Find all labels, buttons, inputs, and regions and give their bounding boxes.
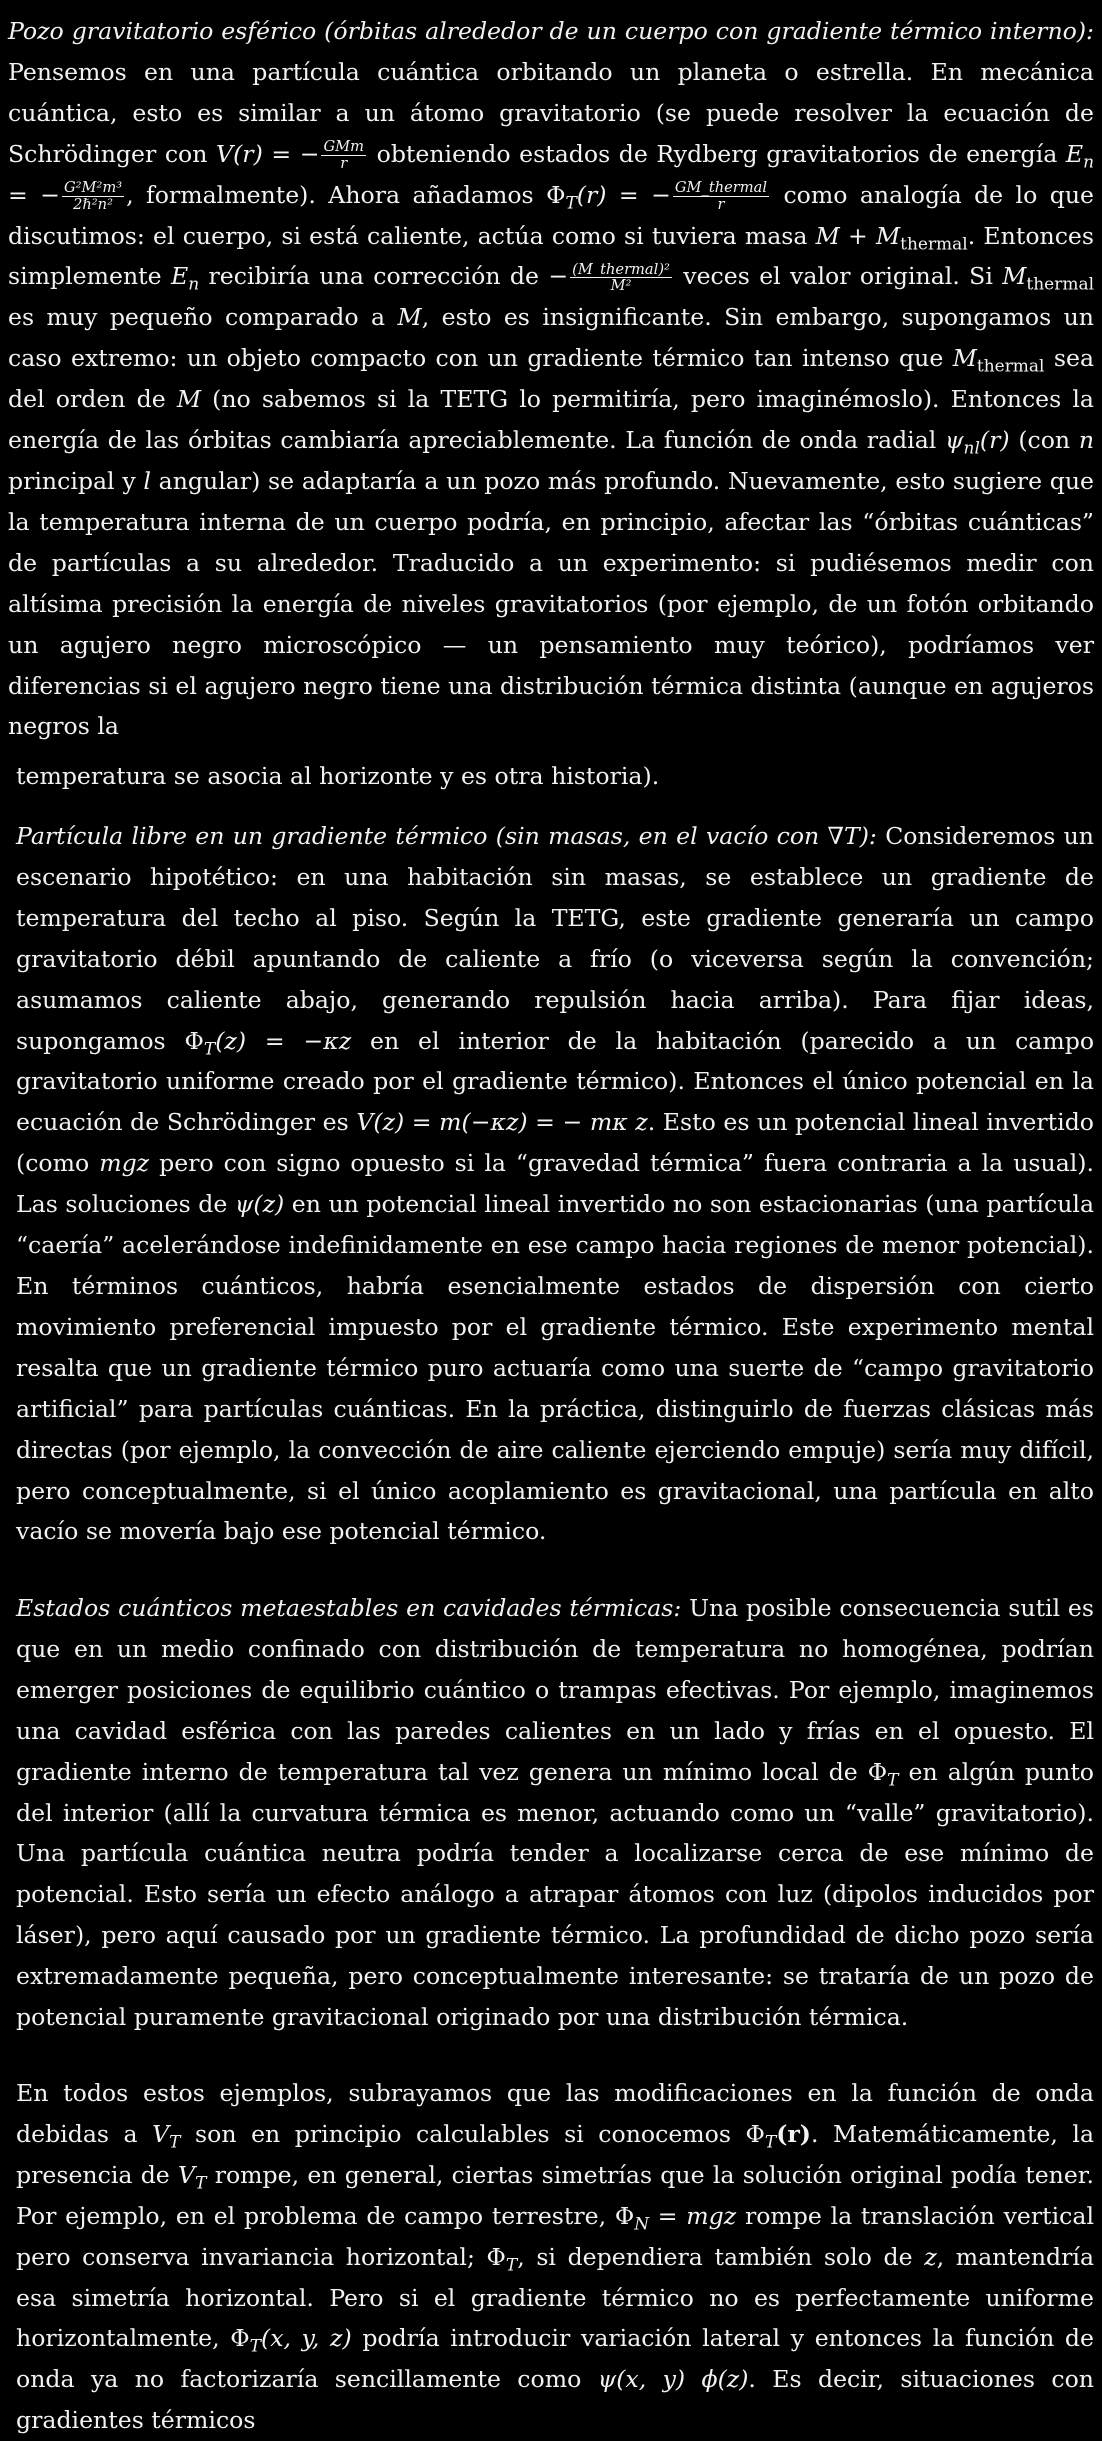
text: obteniendo estados de Rydberg gravitatorios de energía bbox=[376, 139, 1058, 168]
fraction-numerator: GMm bbox=[323, 138, 365, 156]
text: En todos estos ejemplos, subrayamos que las modificaciones en la función de onda debidas a bbox=[16, 2079, 1094, 2148]
text: en algún punto del interior (allí la curvatura térmica es menor, actuando como un “valle” gravitatorio). Una partícula cuántica neutra podría tender a localizarse cerca de ese mínimo de potencial. Esto sería un efecto análogo a atrapar átomos con luz (dipolos inducidos por láser), pero aquí causado por un gradiente térmico. La profundidad de dicho pozo sería extremadamente pequeña, pero conceptualmente interesante: se trataría de un pozo de potencial puramente gravitacional originado por una distribución térmica. bbox=[16, 1757, 1095, 2032]
formula: V bbox=[152, 2119, 170, 2148]
fraction-denominator: r bbox=[717, 195, 725, 213]
text: . Entonces simplemente bbox=[8, 221, 1094, 291]
text: principal y bbox=[8, 466, 136, 495]
text: Pensemos en una partícula cuántica orbitando un planeta o estrella. En mecánica cuántica, esto es similar a un átomo gravitatorio (se puede resolver la ecuación de Schrödinger con bbox=[8, 57, 1094, 168]
fraction bbox=[321, 139, 366, 171]
subscript: T bbox=[565, 193, 577, 214]
formula: V(z) = m(−κz) = − mκ z bbox=[356, 1108, 648, 1137]
formula: (x, y, z) bbox=[260, 2324, 352, 2353]
heading-spherical-well: Pozo gravitatorio esférico (órbitas alrededor de un cuerpo con gradiente térmico interno): bbox=[8, 17, 1094, 45]
subscript: T bbox=[195, 2173, 207, 2194]
text: , formalmente). Ahora añadamos bbox=[126, 180, 534, 209]
subscript: nl bbox=[963, 438, 980, 459]
formula: M + M bbox=[815, 221, 901, 250]
subscript: N bbox=[634, 2214, 650, 2235]
fraction-denominator: 2ℏ²n² bbox=[73, 195, 113, 213]
formula: ψ(z) bbox=[234, 1190, 285, 1219]
text: , esto es insignificante. Sin embargo, supongamos un caso extremo: un objeto compacto con un gradiente térmico tan intenso que bbox=[8, 303, 1095, 373]
paragraph-spherical-well bbox=[8, 11, 1094, 747]
formula: l bbox=[143, 466, 151, 495]
subscript: T bbox=[169, 2132, 181, 2153]
subscript: thermal bbox=[1026, 275, 1095, 296]
paragraph-spherical-well-end bbox=[16, 756, 1086, 797]
formula: Φ bbox=[745, 2119, 765, 2148]
text: son en principio calculables si conocemos bbox=[195, 2119, 731, 2148]
formula: z bbox=[924, 2242, 937, 2271]
fraction-numerator: GM_thermal bbox=[674, 179, 768, 197]
formula: Φ bbox=[867, 1757, 888, 1786]
subscript: thermal bbox=[900, 234, 968, 255]
text: es muy pequeño comparado a bbox=[8, 303, 386, 332]
text: (con bbox=[1018, 426, 1071, 455]
text: en un potencial lineal invertido no son estacionarias (una partícula “caería” acelerándose indefinidamente en ese campo hacia regiones de menor potencial). En términos cuánticos, habría esencialmente estados de dispersión con cierto movimiento preferencial impuesto por el gradiente térmico. Este experimento mental resalta que un gradiente térmico puro actuaría como una suerte de “campo gravitatorio artificial” para partículas cuánticas. En la práctica, distinguirlo de fuerzas clásicas más directas (por ejemplo, la convección de aire caliente ejerciendo empuje) sería muy difícil, pero conceptualmente, si el único acoplamiento es gravitacional, una partícula en alto vacío se movería bajo ese potencial térmico. bbox=[16, 1190, 1095, 1546]
formula: Φ bbox=[546, 180, 566, 209]
paragraph-free-particle bbox=[16, 816, 1094, 1552]
text: recibiría una corrección de bbox=[208, 262, 539, 291]
formula: M bbox=[1002, 262, 1027, 291]
text: angular) se adaptaría a un pozo más profundo. Nuevamente, esto sugiere que la temperatura interna de un cuerpo podría, en principio, afectar las “órbitas cuánticas” de partículas a su alrededor. Traducido a un experimento: si pudiésemos medir con altísima precisión la energía de niveles gravitatorios (por ejemplo, de un fotón orbitando un agujero negro microscópico — un pensamiento muy teórico), podríamos ver diferencias si el agujero negro tiene una distribución térmica distinta (aunque en agujeros negros la bbox=[8, 466, 1095, 741]
fraction-denominator: M² bbox=[610, 277, 632, 295]
formula: n bbox=[1078, 426, 1095, 455]
formula: Φ bbox=[184, 1026, 204, 1055]
formula: (r) = − bbox=[576, 180, 671, 209]
subscript: T bbox=[505, 2255, 518, 2276]
text: . Es decir, situaciones con gradientes térmicos bbox=[16, 2365, 1094, 2435]
formula: Φ bbox=[486, 2242, 506, 2271]
formula: M bbox=[176, 385, 202, 414]
text: temperatura se asocia al horizonte y es otra historia). bbox=[16, 762, 660, 790]
formula: E bbox=[1065, 139, 1084, 168]
text: Una posible consecuencia sutil es que en un medio confinado con distribución de temperatura no homogénea, podrían emerger posiciones de equilibrio cuántico o trampas efectivas. Por ejemplo, imaginemos una cavidad esférica con las paredes calientes en un lado y frías en el opuesto. El gradiente interno de temperatura tal vez genera un mínimo local de bbox=[16, 1594, 1095, 1786]
text: rompe la translación vertical pero conserva invariancia horizontal; bbox=[16, 2201, 1094, 2271]
fraction bbox=[570, 262, 672, 294]
fraction bbox=[673, 180, 769, 212]
text: . Esto es un potencial lineal invertido (como bbox=[16, 1108, 1095, 1178]
text: (no sabemos si la TETG lo permitiría, pero imaginémoslo). Entonces la energía de las órbitas cambiaría apreciablemente. La función de onda radial bbox=[8, 385, 1094, 455]
formula: ψ bbox=[945, 426, 964, 455]
subscript: n bbox=[188, 275, 200, 296]
fraction-numerator: G²M²m³ bbox=[63, 179, 123, 197]
fraction-numerator: (M_thermal)² bbox=[572, 261, 670, 279]
formula: mgz bbox=[99, 1149, 150, 1178]
formula: = mgz bbox=[649, 2201, 737, 2230]
heading-free-particle: Partícula libre en un gradiente térmico (sin masas, en el vacío con ∇T): bbox=[16, 822, 877, 850]
formula: − bbox=[548, 262, 569, 291]
text: Consideremos un escenario hipotético: en una habitación sin masas, se establece un gradiente de temperatura del techo al piso. Según la TETG, este gradiente generaría un campo gravitatorio débil apuntando de caliente a frío (o viceversa según la convención; asumamos caliente abajo, generando repulsión hacia arriba). Para fijar ideas, supongamos bbox=[16, 822, 1094, 1055]
formula: Φ bbox=[230, 2324, 250, 2353]
text: veces el valor original. Si bbox=[683, 262, 993, 291]
subscript: T bbox=[764, 2132, 777, 2153]
formula: Φ bbox=[614, 2201, 635, 2230]
formula: E bbox=[170, 262, 189, 291]
subscript: thermal bbox=[976, 356, 1045, 377]
subscript: T bbox=[203, 1039, 216, 1060]
text: sea del orden de bbox=[8, 344, 1095, 414]
fraction-denominator: r bbox=[340, 154, 348, 172]
formula: (r) bbox=[776, 2119, 811, 2148]
heading-metastable-states: Estados cuánticos metaestables en cavidades térmicas: bbox=[16, 1594, 682, 1622]
text: . Matemáticamente, la presencia de bbox=[16, 2119, 1095, 2189]
text: podría introducir variación lateral y entonces la función de onda ya no factorizaría sencillamente como bbox=[16, 2324, 1095, 2394]
subscript: n bbox=[1083, 152, 1095, 173]
formula: (z) = −κz bbox=[215, 1026, 352, 1055]
formula: V(r) = − bbox=[216, 139, 320, 168]
subscript: T bbox=[249, 2337, 261, 2358]
formula: V bbox=[178, 2160, 196, 2189]
paragraph-symmetries bbox=[16, 2073, 1094, 2441]
text: como analogía de lo que discutimos: el cuerpo, si está caliente, actúa como si tuviera masa bbox=[8, 180, 1094, 250]
formula: (r) bbox=[979, 426, 1010, 455]
formula: = − bbox=[8, 180, 60, 209]
text: en el interior de la habitación (parecido a un campo gravitatorio uniforme creado por el gradiente térmico). Entonces el único potencial en la ecuación de Schrödinger es bbox=[16, 1026, 1095, 1137]
text: , mantendría esa simetría horizontal. Pero si el gradiente térmico no es perfectamente uniforme horizontalmente, bbox=[16, 2242, 1095, 2353]
text: , si dependiera también solo de bbox=[517, 2242, 913, 2271]
text: pero con signo opuesto si la “gravedad térmica” fuera contraria a la usual). Las soluciones de bbox=[16, 1149, 1095, 1219]
formula: M bbox=[952, 344, 977, 373]
formula: ψ(x, y) ϕ(z) bbox=[597, 2365, 749, 2394]
formula: M bbox=[397, 303, 422, 332]
paragraph-metastable-states bbox=[16, 1588, 1094, 2038]
subscript: T bbox=[887, 1770, 899, 1791]
text: rompe, en general, ciertas simetrías que la solución original podía tener. Por ejemplo, en el problema de campo terrestre, bbox=[16, 2160, 1094, 2230]
fraction bbox=[62, 180, 124, 212]
